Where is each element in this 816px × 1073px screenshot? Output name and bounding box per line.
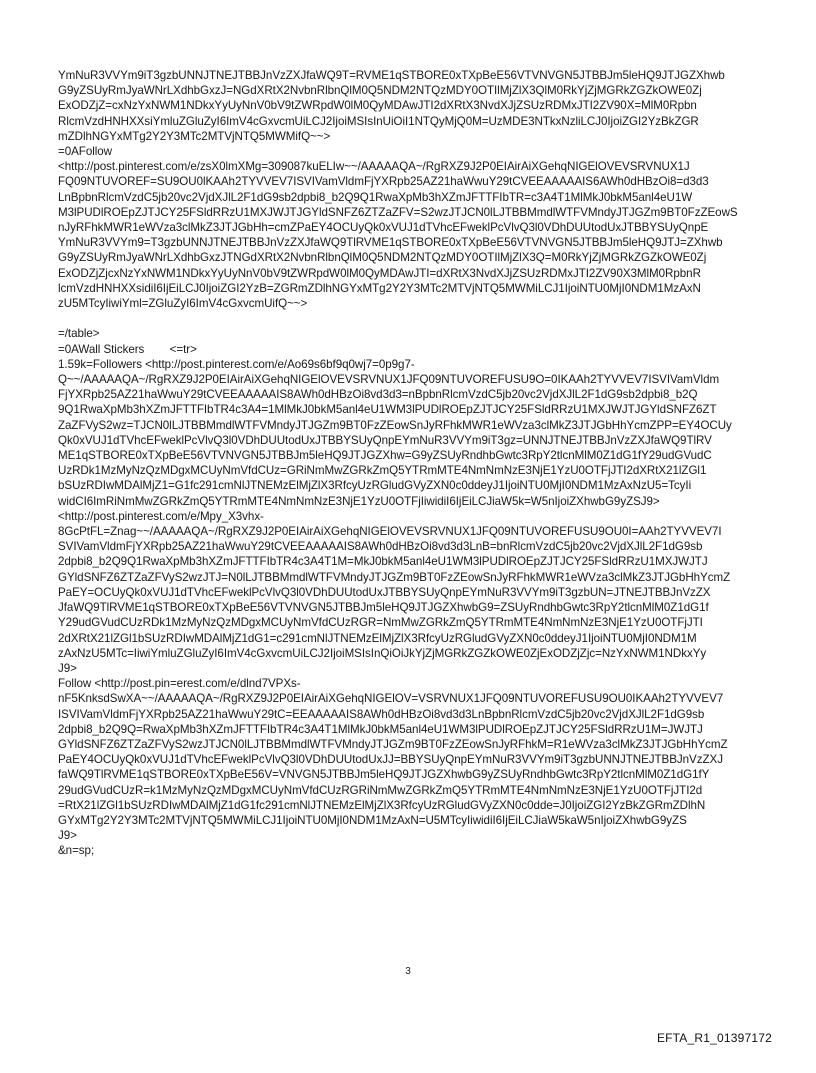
- text-line: ME1qSTBORE0xTXpBeE56VTVNVGN5JTBBJm5leHQ9JTJGZXhw=G9yZSUyRndhbGwtc3RpY2tlcnMlM0Z1dG1fY29udGVudC: [58, 449, 712, 463]
- text-line: Qk0xVUJ1dTVhcEFweklPcVlvQ3l0VDhDUUtodUxJTBBYSUyQnpEYmNuR3VVYm9iT3gz=UNNJTNEJTBBJnVzZXJfaWQ9TlRV: [58, 433, 712, 447]
- text-line: [58, 311, 763, 326]
- text-line: RlcmVzdHNHXXsiYmluZGluZyI6ImV4cGxvcmUiLCJ2IjoiMSIsInUiOiI1NTQyMjQ0M=UzMDE3NTkxNzliLCJ0IjoiZGI2YzBkZGR: [58, 114, 699, 128]
- text-line: FjYXRpb25AZ21haWwuY29tCVEEAAAAAIS8AWh0dHBzOi8vd3d3=nBpbnRlcmVzdC5jb20vc2VjdXJlL2F1dG9sb2dpbi8_b2Q: [58, 388, 698, 402]
- text-line: <http://post.pinterest.com/e/zsX0lmXMg=309087kuELIw~~/AAAAAQA~/RgRXZ9J2P0EIAirAiXGehqNIGElOVEVSRVNUX1J: [58, 160, 690, 174]
- text-line: G9yZSUyRmJyaWNrLXdhbGxzJTNGdXRtX2NvbnRlbnQlM0Q5NDM2NTQzMDY0OTIlMjZlX3Q=M0RkYjZjMGRkZGZkOWE0Zj: [58, 251, 707, 265]
- text-line: faWQ9TlRVME1qSTBORE0xTXpBeE56V=VNVGN5JTBBJm5leHQ9JTJGZXhwbG9yZSUyRndhbGwtc3RpY2tlcnMlM0Z1dG1fY: [58, 768, 710, 782]
- text-line: 2dpbi8_b2Q9Q1RwaXpMb3hXZmJFTTFIbTR4c3A4T1M=MkJ0bkM5anl4eU1WM3lPUDlROEpZJTJCY25FSldRRzU1MXJWJTJ: [58, 555, 708, 569]
- text-line: Follow <http://post.pin=erest.com/e/dlnd7VPXs-: [58, 677, 301, 691]
- text-line: LnBpbnRlcmVzdC5jb20vc2VjdXJlL2F1dG9sb2dpbi8_b2Q9Q1RwaXpMb3hXZmJFTTFIbTR=c3A4T1MlMkJ0bkM5anl4eU1W: [58, 190, 693, 204]
- text-line: ZaZFVyS2wz=TJCN0lLJTBBMmdlWTFVMndyJTJGZm9BT0FzZEowSnJyRFhkMWR1eWVza3clMkZ3JTJGbHhYcmZPP=EY4OCUy: [58, 418, 732, 432]
- text-line: UzRDk1MzMyNzQzMDgxMCUyNmVfdCUz=GRiNmMwZGRkZmQ5YTRmMTE4NmNmNzE3NjE1YzU0OTFjJTI2dXRtX21lZGl1: [58, 464, 707, 478]
- text-line: 1.59k=Followers <http://post.pinterest.com/e/Ao69s6bf9q0wj7=0p9g7-: [58, 357, 415, 371]
- text-line: M3lPUDlROEpZJTJCY25FSldRRzU1MXJWJTJGYldSNFZ6ZTZaZFV=S2wzJTJCN0lLJTBBMmdlWTFVMndyJTJGZm9BT0FzZEowS: [58, 205, 738, 219]
- text-line: &n=sp;: [58, 844, 95, 858]
- text-line: 2dXRtX21lZGl1bSUzRDIwMDAlMjZ1dG1=c291cmNlJTNEMzElMjZlX3RfcyUzRGludGVyZXN0c0ddeyJ1IjoiNTU0MjI0NDM1M: [58, 631, 697, 645]
- text-line: 8GcPtFL=Znag~~/AAAAAQA~/RgRXZ9J2P0EIAirAiXGehqNIGElOVEVSRVNUX1JFQ09NTUVOREFUSU9OU0I=AAh2TYVVEV7I: [58, 525, 722, 539]
- text-line: 9Q1RwaXpMb3hXZmJFTTFIbTR4c3A4=1MlMkJ0bkM5anl4eU1WM3lPUDlROEpZJTJCY25FSldRRzU1MXJWJTJGYldSNFZ6ZT: [58, 403, 717, 417]
- text-line: ExODZjZjcxNzYxNWM1NDkxYyUyNnV0bV9tZWRpdW0lM0QyMDAwJTI=dXRtX3NvdXJjZSUzRDMxJTI2ZV90X3MlM0RpbnR: [58, 266, 701, 280]
- text-line: <http://post.pinterest.com/e/Mpy_X3vhx-: [58, 509, 264, 523]
- text-line: PaEY=OCUyQk0xVUJ1dTVhcEFweklPcVlvQ3l0VDhDUUtodUxJTBBYSUyQnpEYmNuR3VVYm9iT3gzbUN=JTNEJTBBJnVzZX: [58, 585, 711, 599]
- text-line: J9>: [58, 829, 77, 843]
- email-body-text: [58, 68, 763, 859]
- text-line: SVIVamVldmFjYXRpb25AZ21haWwuY29tCVEEAAAAAIS8AWh0dHBzOi8vd3d3LnB=bnRlcmVzdC5jb20vc2VjdXJlL2F1dG9sb: [58, 540, 703, 554]
- text-line: FQ09NTUVOREF=SU9OU0lKAAh2TYVVEV7ISVIVamVldmFjYXRpb25AZ21haWwuY29tCVEEAAAAAIS6AWh0dHBzOi8=d3d3: [58, 175, 709, 189]
- text-line: GYxMTg2Y2Y3MTc2MTVjNTQ5MWMiLCJ1IjoiNTU0MjI0NDM1MzAxN=U5MTcyIiwidiI6IjEiLCJiaW5kaW5nIjoiZXhwbG9yZS: [58, 813, 687, 827]
- text-line: Y29udGVudCUzRDk1MzMyNzQzMDgxMCUyNmVfdCUzRGR=NmMwZGRkZmQ5YTRmMTE4NmNmNzE3NjE1YzU0OTFjJTI: [58, 616, 703, 630]
- text-line: bSUzRDIwMDAlMjZ1=G1fc291cmNlJTNEMzElMjZlX3RfcyUzRGludGVyZXN0c0ddeyJ1IjoiNTU0MjI0NDM1MzAxNzU5=TcyIi: [58, 479, 692, 493]
- text-line: YmNuR3VVYm9iT3gzbUNNJTNEJTBBJnVzZXJfaWQ9T=RVME1qSTBORE0xTXpBeE56VTVNVGN5JTBBJm5leHQ9JTJGZXhwb: [58, 69, 725, 82]
- text-line: Q~~/AAAAAQA~/RgRXZ9J2P0EIAirAiXGehqNIGElOVEVSRVNUX1JFQ09NTUVOREFUSU9O=0IKAAh2TYVVEV7ISVIVamVldm: [58, 373, 720, 387]
- text-line: GYldSNFZ6ZTZaZFVyS2wzJTJ=N0lLJTBBMmdlWTFVMndyJTJGZm9BT0FzZEowSnJyRFhkMWR1eWVza3clMkZ3JTJGbHhYcmZ: [58, 570, 731, 584]
- text-line: mZDlhNGYxMTg2Y2Y3MTc2MTVjNTQ5MWMifQ~~>: [58, 129, 331, 143]
- text-line: PaEY4OCUyQk0xVUJ1dTVhcEFweklPcVlvQ3l0VDhDUUtodUxJJ=BBYSUyQnpEYmNuR3VVYm9iT3gzbUNNJTNEJTBBJnVzZXJ: [58, 753, 723, 767]
- text-line: J9>: [58, 661, 77, 675]
- text-line: widCI6ImRiNmMwZGRkZmQ5YTRmMTE4NmNmNzE3NjE1YzU0OTFjIiwidiI6IjEiLCJiaW5k=W5nIjoiZXhwbG9yZSJ9>: [58, 494, 660, 508]
- text-line: =/table>: [58, 327, 100, 341]
- page-number: 3: [405, 966, 411, 977]
- text-line: nF5KnksdSwXA~~/AAAAAQA~/RgRXZ9J2P0EIAirAiXGehqNIGElOV=VSRVNUX1JFQ09NTUVOREFUSU9OU0IKAAh2TYVVEV7: [58, 692, 724, 706]
- text-line: =0AFollow: [58, 145, 113, 159]
- text-line: nJyRFhkMWR1eWVza3clMkZ3JTJGbHh=cmZPaEY4OCUyQk0xVUJ1dTVhcEFweklPcVlvQ3l0VDhDUUtodUxJTBBYSUyQnpE: [58, 221, 709, 235]
- text-line: =RtX21lZGl1bSUzRDIwMDAlMjZ1dG1fc291cmNlJTNEMzElMjZlX3RfcyUzRGludGVyZXN0c0dde=J0IjoiZGI2YzBkZGRmZDlhN: [58, 798, 706, 812]
- text-line: GYldSNFZ6ZTZaZFVyS2wzJTJCN0lLJTBBMmdlWTFVMndyJTJGZm9BT0FzZEowSnJyRFhkM=R1eWVza3clMkZ3JTJGbHhYcmZ: [58, 737, 728, 751]
- text-line: zAxNzU5MTc=IiwiYmluZGluZyI6ImV4cGxvcmUiLCJ2IjoiMSIsInQiOiJkYjZjMGRkZGZkOWE0ZjExODZjZjc=NzYxNWM1NDkxYy: [58, 646, 707, 660]
- text-line: zU5MTcyIiwiYml=ZGluZyI6ImV4cGxvcmUifQ~~>: [58, 297, 308, 311]
- text-line: 2dpbi8_b2Q9Q=RwaXpMb3hXZmJFTTFIbTR4c3A4T1MlMkJ0bkM5anl4eU1WM3lPUDlROEpZJTJCY25FSldRRzU1M=JWJTJ: [58, 722, 703, 736]
- bates-number: EFTA_R1_01397172: [656, 1031, 772, 1045]
- text-line: =0AWall Stickers <=tr>: [58, 342, 197, 356]
- text-line: JfaWQ9TlRVME1qSTBORE0xTXpBeE56VTVNVGN5JTBBJm5leHQ9JTJGZXhwbG9=ZSUyRndhbGwtc3RpY2tlcnMlM0Z1dG1f: [58, 601, 709, 615]
- text-line: G9yZSUyRmJyaWNrLXdhbGxzJ=NGdXRtX2NvbnRlbnQlM0Q5NDM2NTQzMDY0OTIlMjZlX3QlM0RkYjZjMGRkZGZkOWE0Zj: [58, 84, 702, 98]
- text-line: lcmVzdHNHXXsidiI6IjEiLCJ0IjoiZGI2YzB=ZGRmZDlhNGYxMTg2Y2Y3MTc2MTVjNTQ5MWMiLCJ1IjoiNTU0MjI0NDM1MzAxN: [58, 281, 701, 295]
- text-line: ISVIVamVldmFjYXRpb25AZ21haWwuY29tC=EEAAAAAIS8AWh0dHBzOi8vd3d3LnBpbnRlcmVzdC5jb20vc2VjdXJlL2F1dG9sb: [58, 707, 705, 721]
- text-line: 29udGVudCUzR=k1MzMyNzQzMDgxMCUyNmVfdCUzRGRiNmMwZGRkZmQ5YTRmMTE4NmNmNzE3NjE1YzU0OTFjJTI2d: [58, 783, 703, 797]
- text-line: ExODZjZ=cxNzYxNWM1NDkxYyUyNnV0bV9tZWRpdW0lM0QyMDAwJTI2dXRtX3NvdXJjZSUzRDMxJTI2ZV90X=MlM0Rpbn: [58, 99, 697, 113]
- text-line: YmNuR3VVYm9=T3gzbUNNJTNEJTBBJnVzZXJfaWQ9TlRVME1qSTBORE0xTXpBeE56VTVNVGN5JTBBJm5leHQ9JTJ=ZXhwb: [58, 236, 723, 250]
